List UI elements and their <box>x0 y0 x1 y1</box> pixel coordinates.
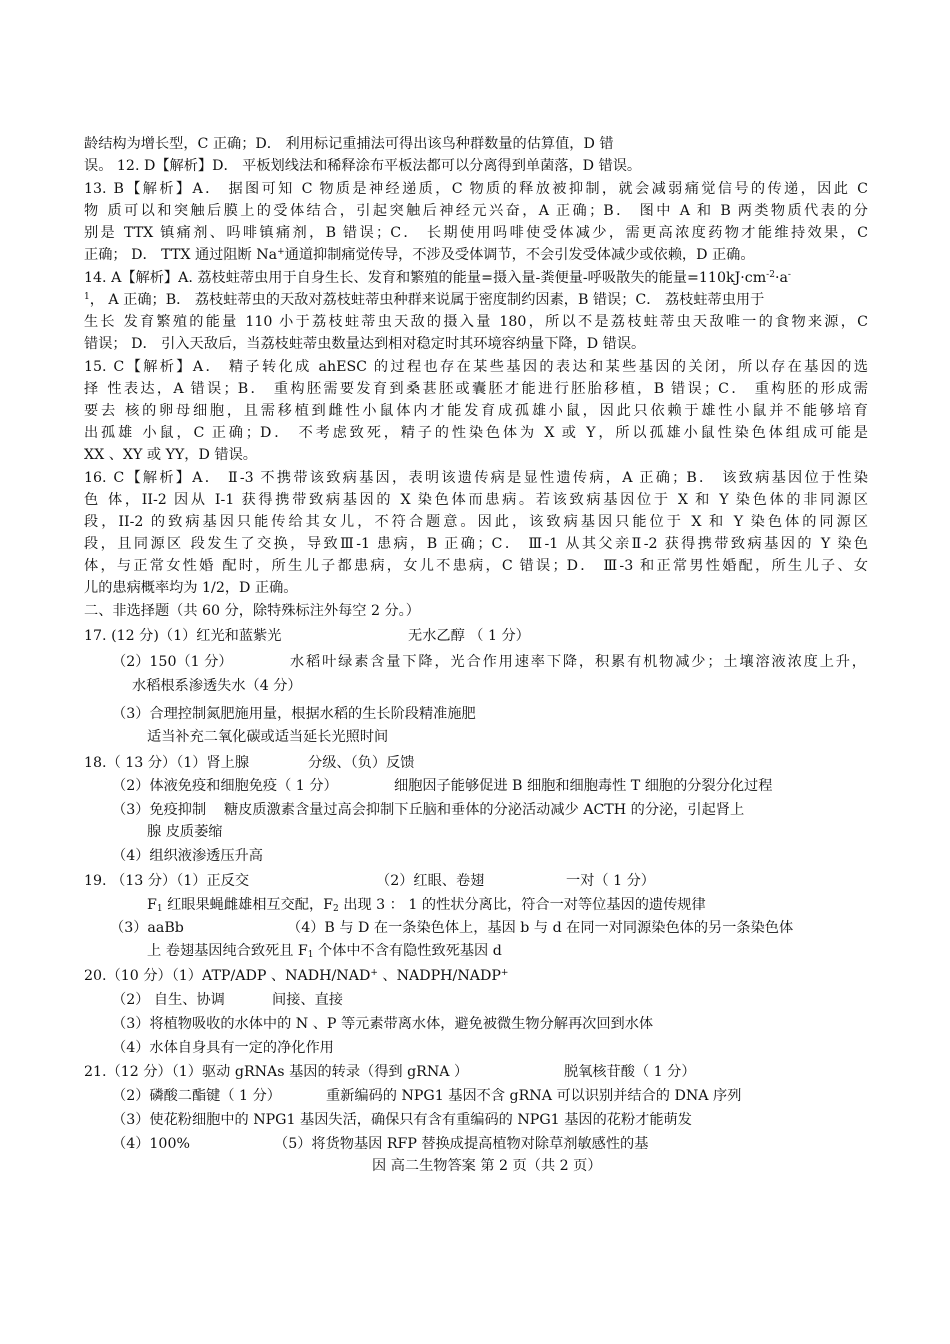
answer-part: （5）将货物基因 RFP 替换成提高植物对除草剂敏感性的基 <box>274 1136 649 1152</box>
answer-line: 水稻根系渗透失水（4 分） <box>132 678 302 694</box>
text-line: 13. B【解析】A． 据图可知 C 物质是神经递质，C 物质的释放被抑制，就会减弱痛觉信号的传递，因此 C <box>84 181 868 197</box>
text-line: 段，且同源区 段发生了交换，导致Ⅲ-1 患病，B 正确；C． Ⅲ-1 从其父亲Ⅱ-2 获得携带致病基因的 Y 染色 <box>84 536 868 552</box>
answer-part: （2）红眼、卷翅 <box>376 873 485 889</box>
answer-part: 重新编码的 NPG1 基因不含 gRNA 可以识别并结合的 DNA 序列 <box>326 1088 742 1104</box>
answer-line: 上 卷翅基因纯合致死且 $F_1$ 个体中不含有隐性致死基因 d <box>147 943 502 960</box>
answer-part: 脱氧核苷酸（ 1 分） <box>564 1064 696 1080</box>
answer-line: 腺 皮质萎缩 <box>147 824 223 840</box>
text-line: 物 质可以和突触后膜上的受体结合，引起突触后神经元兴奋，A 正确；B． 图中 A 和 B 两类物质代表的分 <box>84 203 868 219</box>
page-footer: 因 高二生物答案 第 2 页（共 2 页） <box>372 1158 602 1174</box>
answer-line: （3）免疫抑制 <box>112 802 207 818</box>
answer-line: （2） 自生、协调 <box>112 992 225 1008</box>
text-line: 生长 发育繁殖的能量 110 小于荔枝蛀蒂虫天敌的摄入量 180，所以不是荔枝蛀蒂虫天敌唯一的食物来源，C <box>84 314 868 330</box>
text-line: 体，与正常女性婚 配时，所生儿子都患病，女儿不患病，C 错误；D． Ⅲ-3 和正常男性婚配，所生儿子、女 <box>84 558 868 574</box>
text-line: 择 性表达，A 错误；B． 重构胚需要发育到桑葚胚或囊胚才能进行胚胎移植，B 错误；C． 重构胚的形成需 <box>84 381 868 397</box>
answer-line: 18.（ 13 分）（1）肾上腺 <box>84 755 250 771</box>
text-line: 16. C【解析】A． Ⅱ-3 不携带该致病基因，表明该遗传病是显性遗传病，A 正确；B． 该致病基因位于性染 <box>84 470 868 486</box>
answer-line: （4）组织液渗透压升高 <box>112 848 263 864</box>
text-line: 错误； D． 引入天敌后，当荔枝蛀蒂虫数量达到相对稳定时其环境容纳量下降，D 错误。 <box>84 336 646 352</box>
answer-part: 间接、直接 <box>272 992 343 1008</box>
answer-part: 分级、（负）反馈 <box>308 755 415 771</box>
answer-line: 17. (12 分)（1）红光和蓝紫光 <box>84 628 282 644</box>
answer-line: （2）体液免疫和细胞免疫（ 1 分） <box>112 778 338 794</box>
answer-line: 19. （13 分）（1）正反交 <box>84 873 250 889</box>
answer-line: （3）合理控制氮肥施用量，根据水稻的生长阶段精准施肥 <box>112 706 476 722</box>
text-line: 儿的患病概率均为 1/2，D 正确。 <box>84 580 298 596</box>
text-line: 正确； D． TTX 通过阻断 Na+通道抑制痛觉传导，不涉及受体调节，不会引发受体减少或依赖，D 正确。 <box>84 247 755 263</box>
answer-part: 细胞因子能够促进 B 细胞和细胞毒性 T 细胞的分裂分化过程 <box>394 778 773 794</box>
answer-line: （3）将植物吸收的水体中的 N 、P 等元素带离水体，避免被微生物分解再次回到水体 <box>112 1016 654 1032</box>
text-line: 要去 核的卵母细胞，且需移植到雌性小鼠体内才能发育成孤雄小鼠，因此只依赖于雄性小鼠并不能够培育 <box>84 403 868 419</box>
answer-part: 一对（ 1 分） <box>566 873 655 889</box>
answer-part: 水稻叶绿素含量下降，光合作用速率下降，积累有机物减少；土壤溶液浓度上升， <box>290 654 866 670</box>
answer-line: （4）水体自身具有一定的净化作用 <box>112 1040 334 1056</box>
answer-line: 21.（12 分）（1）驱动 gRNAs 基因的转录（得到 gRNA ） <box>84 1064 469 1080</box>
answer-line: （3）使花粉细胞中的 NPG1 基因失活，确保只有含有重编码的 NPG1 基因的花粉才能萌发 <box>112 1112 692 1128</box>
text-line: XX 、XY 或 YY，D 错误。 <box>84 447 257 463</box>
answer-line: 20.（10 分）（1）ATP/ADP 、NADH/NAD+ 、NADPH/NADP+ <box>84 968 509 984</box>
answer-line: $F_1$ 红眼果蝇雌雄相互交配，$F_2$ 出现 3 ： 1 的性状分离比，符合一对等位基因的遗传规律 <box>147 897 706 914</box>
text-line: 龄结构为增长型，C 正确；D． 利用标记重捕法可得出该鸟种群数量的估算值，D 错 <box>84 136 614 152</box>
answer-part: 糖皮质激素含量过高会抑制下丘脑和垂体的分泌活动减少 ACTH 的分泌，引起肾上 <box>224 802 745 818</box>
answer-line: 适当补充二氧化碳或适当延长光照时间 <box>147 729 389 745</box>
text-line: 误。 12. D【解析】D． 平板划线法和稀释涂布平板法都可以分离得到单菌落，D 错误。 <box>84 158 642 174</box>
text-line: 别是 TTX 镇痛剂、吗啡镇痛剂，B 错误；C． 长期使用吗啡使受体减少，需更高浓度药物才能维持效果，C <box>84 225 868 241</box>
text-line: 出孤雄 小鼠，C 正确；D． 不考虑致死，精子的性染色体为 X 或 Y，所以孤雄小鼠性染色体组成可能是 <box>84 425 868 441</box>
text-line: 15. C【解析】A． 精子转化成 ahESC 的过程也存在某些基因的表达和某些基因的关闭，所以存在基因的选 <box>84 359 868 375</box>
answer-part: 无水乙醇 （ 1 分） <box>408 628 530 644</box>
text-line: 色 体，II-2 因从 I-1 获得携带致病基因的 X 染色体而患病。若该致病基因位于 X 和 Y 染色体的非同源区 <box>84 492 868 508</box>
answer-line: （4）100% <box>112 1136 190 1152</box>
answer-line: （3）aaBb <box>110 920 184 936</box>
section-heading: 二、非选择题（共 60 分，除特殊标注外每空 2 分。） <box>84 603 420 619</box>
text-line: 段，II-2 的致病基因只能传给其女儿，不符合题意。因此，该致病基因只能位于 X 和 Y 染色体的同源区 <box>84 514 868 530</box>
answer-line: （2）磷酸二酯键（ 1 分） <box>112 1088 281 1104</box>
text-line: 14. A【解析】A. 荔枝蛀蒂虫用于自身生长、发育和繁殖的能量=摄入量-粪便量-呼吸散失的能量$=110kJ\cdot cm^{-2}\cdot a^-$ <box>84 270 791 286</box>
answer-line: （2）150（1 分） <box>112 654 233 670</box>
answer-part: （4）B 与 D 在一条染色体上，基因 b 与 d 在同一对同源染色体的另一条染色体 <box>287 920 794 936</box>
text-line: $^1$， A 正确；B． 荔枝蛀蒂虫的天敌对荔枝蛀蒂虫种群来说属于密度制约因素，B 错误；C． 荔枝蛀蒂虫用于 <box>84 292 765 308</box>
